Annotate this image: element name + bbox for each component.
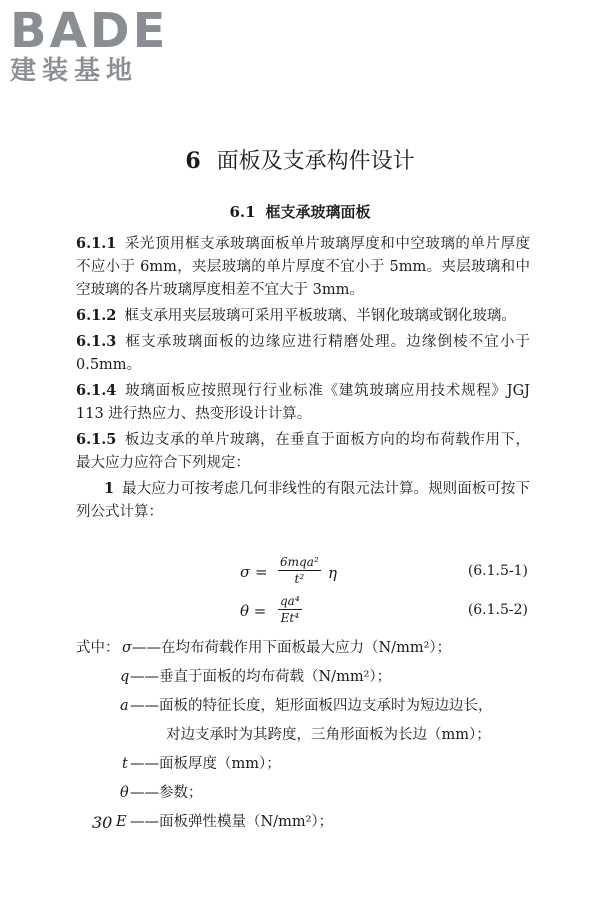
clause-number: 6.1.5	[76, 431, 117, 448]
logo-chinese-name: 建装基地	[10, 56, 139, 86]
page-number: 30	[92, 813, 113, 832]
chapter-title: 面板及支承构件设计	[216, 149, 415, 174]
clause-text: 采光顶用框支承玻璃面板单片玻璃厚度和中空玻璃的单片厚度不应小于 6mm，夹层玻璃的单片厚度不宜小于 5mm。夹层玻璃和中空玻璃的各片玻璃厚度相差不宜大于 3mm。	[76, 236, 530, 298]
formula-6-1-5-2	[240, 593, 540, 633]
formula-lhs: θ =	[240, 602, 267, 620]
definition-symbol: σ	[122, 640, 132, 656]
clause-6-1-2	[76, 304, 530, 328]
clause-text: 玻璃面板应按照现行行业标准《建筑玻璃应用技术规程》JGJ 113 进行热应力、热变形设计计算。	[76, 383, 530, 422]
definition-text: ——垂直于面板的均布荷载（N/mm²）；	[130, 669, 392, 685]
clause-text: 框支承玻璃面板的边缘应进行精磨处理。边缘倒棱不宜小于 0.5mm。	[76, 334, 530, 373]
definition-e	[76, 808, 536, 837]
definition-symbol: θ	[120, 785, 129, 801]
chapter-number: 6	[185, 148, 201, 174]
item-1	[76, 477, 530, 524]
definition-text: ——面板弹性模量（N/mm²）；	[130, 814, 334, 830]
definition-theta	[76, 779, 536, 808]
section-heading	[0, 201, 600, 223]
clause-6-1-1	[76, 232, 530, 302]
logo-wordmark: BADE	[10, 3, 169, 59]
formula-label: (6.1.5-2)	[467, 602, 528, 618]
definitions-lead: 式中：	[76, 640, 120, 656]
definition-a-continued	[76, 721, 536, 750]
definition-text: ——面板的特征长度，矩形面板四边支承时为短边边长，	[130, 698, 493, 714]
formula-6-1-5-1	[240, 554, 540, 594]
brand-logo	[10, 3, 180, 86]
definition-a	[76, 692, 536, 721]
clause-number: 6.1.4	[76, 382, 117, 399]
definition-text: ——参数；	[130, 785, 203, 801]
clause-6-1-4	[76, 379, 530, 426]
item-text: 最大应力可按考虑几何非线性的有限元法计算。规则面板可按下列公式计算：	[76, 481, 530, 520]
definition-symbol: q	[120, 669, 130, 685]
symbol-definitions	[76, 634, 536, 837]
formula-denominator: t²	[294, 572, 305, 586]
clause-text: 板边支承的单片玻璃，在垂直于面板方向的均布荷载作用下，最大应力应符合下列规定：	[76, 432, 530, 471]
definition-sigma	[76, 634, 536, 663]
section-number: 6.1	[229, 203, 256, 221]
formula-fraction	[278, 554, 321, 587]
item-number: 1	[104, 480, 115, 497]
clause-text: 框支承用夹层玻璃可采用平板玻璃、半钢化玻璃或钢化玻璃。	[124, 308, 516, 324]
body-text	[76, 232, 530, 524]
definition-t	[76, 750, 536, 779]
clause-number: 6.1.3	[76, 333, 117, 350]
section-title: 框支承玻璃面板	[265, 203, 371, 221]
definition-text: ——在均布荷载作用下面板最大应力（N/mm²）；	[132, 640, 452, 656]
definition-text: ——面板厚度（mm）；	[130, 756, 281, 772]
formula-lhs: σ =	[240, 563, 268, 581]
formula-label: (6.1.5-1)	[467, 563, 528, 579]
chapter-heading	[0, 146, 600, 177]
clause-6-1-3	[76, 330, 530, 377]
formula-numerator: 6mqa²	[280, 555, 319, 569]
formula-numerator: qa⁴	[280, 594, 300, 608]
formula-denominator: Et⁴	[280, 611, 300, 625]
clause-number: 6.1.2	[76, 307, 117, 324]
clause-number: 6.1.1	[76, 235, 117, 252]
definition-symbol: E	[116, 814, 127, 830]
definition-symbol: a	[120, 698, 129, 714]
formula-fraction	[278, 593, 302, 626]
definition-symbol: t	[122, 756, 128, 772]
clause-6-1-5	[76, 428, 530, 475]
formula-suffix: η	[328, 564, 337, 582]
definition-q	[76, 663, 536, 692]
definition-text-continued: 对边支承时为其跨度，三角形面板为长边（mm）；	[166, 727, 491, 743]
